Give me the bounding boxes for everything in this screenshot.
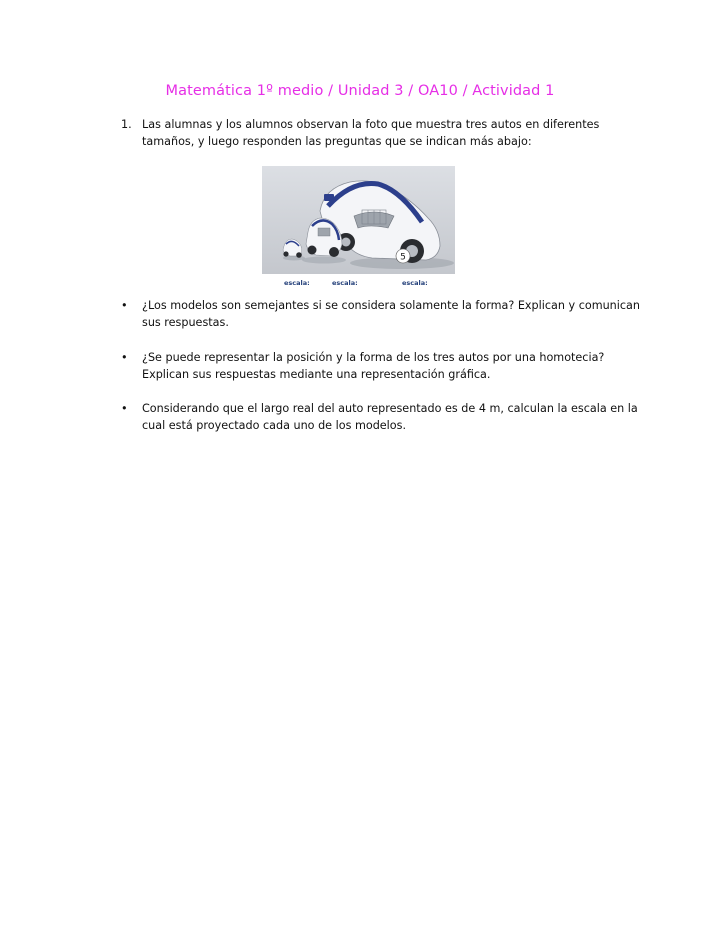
bullet-marker: • [121, 299, 128, 312]
activity-intro-text: Las alumnas y los alumnos observan la foto que muestra tres autos en diferentes tamaños, y luego responden las preguntas que se indican más abajo: [142, 118, 600, 148]
scale-label-medium: escala: [332, 279, 358, 287]
question-text: ¿Los modelos son semejantes si se considera solamente la forma? Explican y comunican sus respuestas. [142, 299, 640, 329]
scale-label-small: escala: [284, 279, 310, 287]
cars-photo-illustration [262, 166, 455, 274]
scale-label-large: escala: [402, 279, 428, 287]
question-bullet [121, 400, 641, 434]
car-number: 5 [400, 252, 406, 263]
cars-photo [262, 166, 455, 274]
activity-item-1 [121, 116, 641, 150]
item-number: 1. [121, 118, 132, 131]
question-text: ¿Se puede representar la posición y la forma de los tres autos por una homotecia? Explican sus respuestas mediante una representación gráfica. [142, 351, 605, 381]
question-text: Considerando que el largo real del auto representado es de 4 m, calculan la escala en la cual está proyectado cada uno de los modelos. [142, 402, 638, 432]
page-title: Matemática 1º medio / Unidad 3 / OA10 / Actividad 1 [165, 83, 555, 99]
question-bullet [121, 297, 641, 331]
bullet-marker: • [121, 402, 128, 415]
question-bullet [121, 349, 641, 383]
bullet-marker: • [121, 351, 128, 364]
